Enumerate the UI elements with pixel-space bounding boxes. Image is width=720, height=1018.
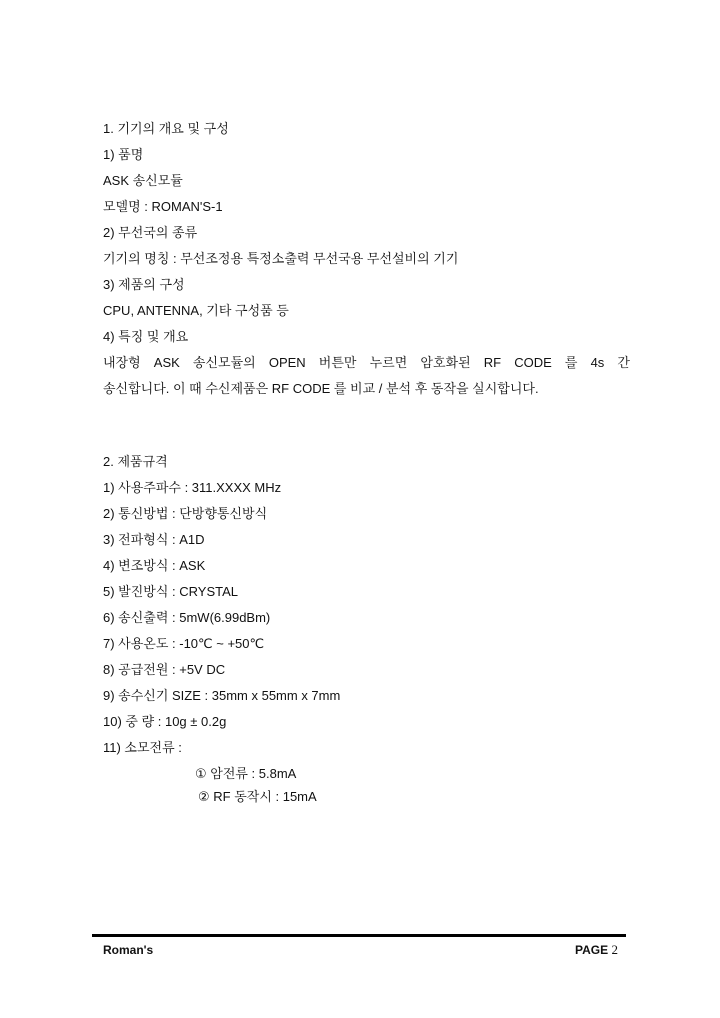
spec-oscillation: 5) 발진방식 : CRYSTAL [103,584,238,599]
spec-current-rf: ② RF 동작시 : 15mA [198,789,317,804]
spec-emission-type: 3) 전파형식 : A1D [103,532,205,547]
spec-current-dark: ① 암전류 : 5.8mA [195,766,297,781]
item3-title: 3) 제품의 구성 [103,277,185,292]
item3-components: CPU, ANTENNA, 기타 구성품 등 [103,303,289,318]
spec-power-supply: 8) 공급전원 : +5V DC [103,662,226,677]
footer-page-label: PAGE [575,943,609,957]
spec-communication: 2) 통신방법 : 단방향통신방식 [103,506,268,521]
spec-modulation: 4) 변조방식 : ASK [103,558,206,573]
item4-title: 4) 특징 및 개요 [103,329,189,344]
spec-output-power: 6) 송신출력 : 5mW(6.99dBm) [103,610,271,625]
item1-title: 1) 품명 [103,147,144,162]
footer-page-indicator [575,943,618,957]
item2-device-name: 기기의 명칭 : 무선조정용 특정소출력 무선국용 무선설비의 기기 [103,251,459,266]
item4-description-line2: 송신합니다. 이 때 수신제품은 RF CODE 를 비교 / 분석 후 동작을 실시합니다. [103,381,539,396]
footer-page-number: 2 [611,942,618,957]
spec-size: 9) 송수신기 SIZE : 35mm x 55mm x 7mm [103,688,341,703]
section2-heading: 2. 제품규격 [103,454,168,469]
item2-title: 2) 무선국의 종류 [103,225,198,240]
footer-brand: Roman's [103,943,154,957]
section1-heading: 1. 기기의 개요 및 구성 [103,121,229,136]
spec-current: 11) 소모전류 : [103,740,182,755]
spec-weight: 10) 중 량 : 10g ± 0.2g [103,714,227,729]
item1-product-name: ASK 송신모듈 [103,173,183,188]
item1-model-name: 모델명 : ROMAN'S-1 [103,199,223,214]
spec-temperature: 7) 사용온도 : -10℃ ~ +50℃ [103,636,265,651]
footer-divider [92,934,626,937]
item4-description-line1: 내장형 ASK 송신모듈의 OPEN 버튼만 누르면 암호화된 RF CODE 를 4s 간 [103,355,630,370]
spec-frequency: 1) 사용주파수 : 311.XXXX MHz [103,480,282,495]
